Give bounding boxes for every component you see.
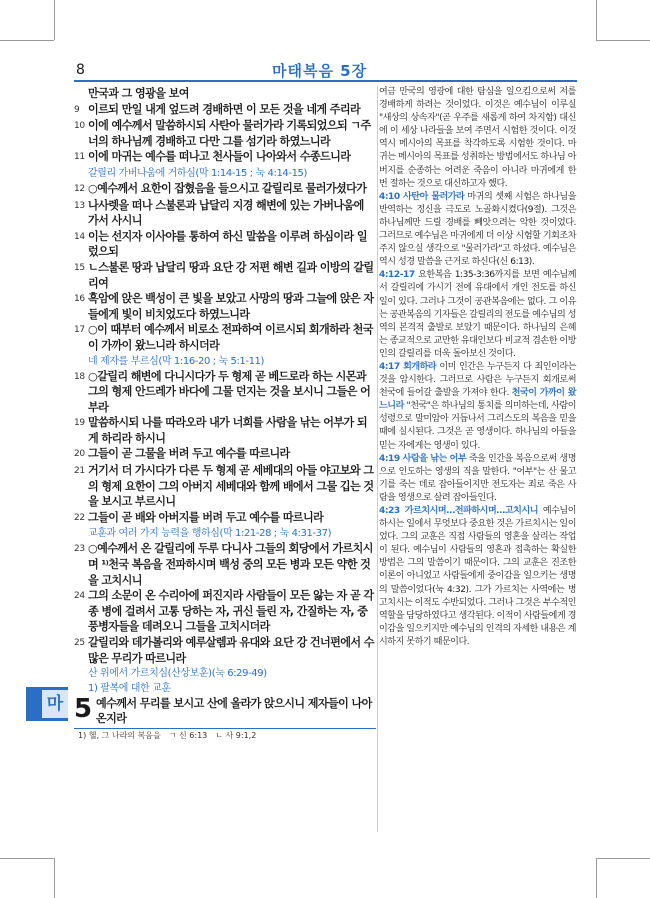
verse [74,322,376,353]
section-heading [74,526,376,541]
section-heading [74,166,376,181]
verse-number: 11 [74,152,85,163]
verse [74,446,376,463]
verse-number: 24 [74,591,85,602]
section-heading [74,666,376,681]
section-title: 네 제자를 부르심 [88,355,159,367]
note-reference: 4:10 사탄아 물러가라 [379,191,465,202]
page-number: 8 [76,62,85,78]
verse-text: 이에 예수께서 말씀하시되 사탄아 물러가라 기록되었으되 ㄱ주 너의 하나님께 경배하고 다만 그를 섬기라 하였느니라 [88,119,371,148]
verse [74,463,376,510]
verse-text: 그들이 곧 배와 아버지를 버려 두고 예수를 따르니라 [88,510,324,524]
crop-mark [54,0,55,40]
crop-mark [596,858,597,898]
section-title: 교훈과 여러 가지 능력을 행하심 [88,528,220,540]
chapter-number: 5 [74,694,92,725]
verse [74,635,376,666]
note-text: 요한복음 1:35-3:36까지를 보면 예수님께서 갈릴리에 가시기 전에 유대에서 개인 전도를 하신 일이 있다. 그러나 그것이 공관복음에는 없다. 그 이유는 공관복음의 기자들은 갈릴리의 전도를 예수님의 성역의 본격적 출발로 보았기 때문이다. 하나님의 은혜는 종교적으로 교만한 유대인보다 비교적 겸손한 이방인의 갈릴리를 더욱 돌아보신 것이다. [379,270,576,359]
verse [74,181,376,198]
verse-number: 13 [74,200,85,211]
crop-mark [0,858,54,859]
verse [74,541,376,588]
verse [74,369,376,416]
verse [74,118,376,149]
verse [74,415,376,446]
verse-text: 그들이 곧 그물을 버려 두고 예수를 따르니라 [88,447,290,461]
verse-text: ○예수께서 온 갈릴리에 두루 다니사 그들의 회당에서 가르치시며 ¹⁾천국 복음을 전파하시며 백성 중의 모든 병과 모든 약한 것을 고치시니 [88,542,373,587]
verse-text: 흑암에 앉은 백성이 큰 빛을 보았고 사망의 땅과 그늘에 앉은 자들에게 빛이 비치었도다 하였느니라 [88,292,374,321]
verse-number: 14 [74,231,85,242]
verse [74,229,376,260]
section-title: 산 위에서 가르치심(산상보훈) [88,668,212,680]
commentary-note [379,191,576,270]
crop-mark [596,858,650,859]
footnote: 1) 헬, 그 나라의 복음을 ㄱ 신 6:13 ㄴ 사 9:1,2 [78,731,257,741]
note-text: "천국"은 하나님의 통치를 의미하는데, 사람이 성령으로 말미암아 거듭나서 그리스도의 복음을 믿을 때에 실시된다. 그것은 곧 영생이다. 하나님의 아들을 믿는 자에게는 영생이 있다. [379,401,576,451]
verse-number: 25 [74,638,85,648]
verse [74,510,376,527]
note-reference: 4:19 사람을 낚는 어부 [379,453,467,464]
scripture-column [74,86,376,743]
verse-text: ○예수께서 요한이 잡혔음을 들으시고 갈릴리로 물러가셨다가 [88,181,367,195]
verse-number: 19 [74,418,85,429]
verse-text: 갈릴리와 데가볼리와 예루살렘과 유대와 요단 강 건너편에서 수많은 무리가 따르니라 [88,636,374,665]
crop-mark [0,40,54,41]
verse [74,198,376,229]
verse-number: 22 [74,512,85,523]
crop-mark [596,0,597,40]
note-reference: 4:17 회개하라 [379,361,437,372]
section-reference: (눅 6:29-49) [211,668,267,680]
verse-number: 17 [74,325,85,336]
verse-text: ㄴ스불론 땅과 납달리 땅과 요단 강 저편 해변 길과 이방의 갈릴리여 [88,260,374,290]
commentary-note [379,505,576,649]
verse-number: 23 [74,544,85,555]
verse [74,260,376,291]
verse-number: 20 [74,449,85,460]
verse-text: 거기서 더 가시다가 다른 두 형제 곧 세베대의 아들 야고보와 그의 형제 요한이 그의 아버지 세베대와 함께 배에서 그물 깁는 것을 보시고 부르시니 [88,464,374,509]
note-text: 이미 인간은 누구든지 다 죄인이라는 것을 암시한다. 그러므로 사람은 누구든지 회개로써 천국에 들어갈 출발을 가져야 한다. [379,361,577,399]
note-reference: 4:23 가르치시며…전파하시며…고치시니 [379,506,539,516]
verse [74,86,376,102]
column-divider [377,86,378,832]
section-reference: (막 1:21-28 ; 눅 4:31-37) [219,528,332,540]
verse-text: 그의 소문이 온 수리아에 퍼진지라 사람들이 모든 앓는 자 곧 각종 병에 걸려서 고통 당하는 자, 귀신 들린 자, 간질하는 자, 중풍병자들을 데려오니 그들을 고치시더라 [88,589,374,634]
verse-number: 18 [74,371,85,382]
verse-text: 말씀하시되 나를 따라오라 내가 너희를 사람을 낚는 어부가 되게 하리라 하시니 [88,416,368,445]
note-highlight: 천국이 가까이 왔느니라 [379,388,576,412]
verse [74,102,376,119]
crop-mark [54,858,55,898]
verse-number: 9 [74,104,80,115]
commentary-note [379,453,576,505]
section-subtitle: 1) 팔복에 대한 교훈 [88,683,171,695]
verse-text: ○이 때부터 예수께서 비로소 전파하여 이르시되 회개하라 천국이 가까이 왔느니라 하시더라 [88,323,373,352]
note-reference: 4:12-17 [379,270,415,281]
verse [74,291,376,322]
commentary-note [379,361,576,453]
note-text: 죽을 인간을 복음으로써 생명으로 인도하는 영생의 직을 말한다. "어부"는 산 물고기를 죽는 데로 잡아들이지만 전도자는 죄로 죽은 사람을 영생으로 살려 잡아들인다. [379,453,576,503]
verse-text: 이르되 만일 내게 엎드려 경배하면 이 모든 것을 네게 주리라 [88,102,361,116]
verse-number [74,86,88,102]
verse-text: 예수께서 무리를 보시고 산에 올라가 앉으시니 제자들이 나아온지라 [96,697,372,726]
verse-text: 이는 선지자 이사야를 통하여 하신 말씀을 이루려 하심이라 일렀으되 [88,229,368,259]
commentary-column [379,86,576,649]
verse-number: 16 [74,294,85,305]
verse-text: ○갈릴리 해변에 다니시다가 두 형제 곧 베드로라 하는 시몬과 그의 형제 안드레가 바다에 그물 던지는 것을 보시니 그들은 어부라 [88,369,371,414]
chapter-opening-verse [74,696,376,726]
note-text: 마귀의 셋째 시험은 하나님을 반역하는 정신을 극도로 노골화시켰다(9절). 그것은 하나님께만 드릴 경배를 빼앗으려는 악한 것이었다. 그러므로 예수님은 마귀에게 더 이상 시험할 기회조차 주지 않으실 생각으로 "물러가라"고 하셨다. 예수님은 역시 성경 말씀을 근거로 하신다(신 6:13). [379,191,576,268]
commentary-note [379,269,576,361]
verse-number: 21 [74,466,85,477]
section-title: 갈릴리 가버나움에 거하심 [88,167,196,179]
chapter-title: 마태복음 5장 [272,62,368,80]
verse-group-intro [74,86,376,166]
verse-text: 이에 마귀는 예수를 떠나고 천사들이 나아와서 수종드니라 [88,150,351,164]
verse-number: 12 [74,183,85,194]
crop-mark [596,40,650,41]
verse [74,149,376,166]
section-reference: (막 1:14-15 ; 눅 4:14-15) [195,167,308,179]
verse-text: 만국과 그 영광을 보여 [88,87,189,100]
verse-number: 10 [74,121,85,132]
book-tab-label: 마 [42,690,68,718]
verse-number: 15 [74,262,85,273]
commentary-intro: 여금 만국의 영광에 대한 탐심을 일으킴으로써 저를 경배하게 하려는 것이었다. 이것은 예수님이 이루실 "새상의 상속자"(곧 우주를 새롭게 하여 차지함) 대신에 이 세상 나라들을 보여 주면서 시험한 것이다. 이것 역시 메시아의 목표를 착각하도록 시험한 것이다. 마귀는 메시아의 목표를 성취하는 방법에서도 하나님 아버지를 순종하는 어려운 죽음이 아니라 마귀에게 한 번 절하는 것으로 대신하고자 했다. [379,87,576,189]
book-tab [26,687,68,721]
section-reference: (막 1:16-20 ; 눅 5:1-11) [158,355,265,367]
section-heading [74,354,376,369]
note-text: 예수님이 하시는 일에서 무엇보다 중요한 것은 가르치시는 일이었다. 그의 교훈은 직접 사람들의 영혼을 살리는 작업이 된다. 예수님이 사람들의 영혼과 접촉하는 확실한 방법은 그의 말씀이기 때문이다. 그의 교훈은 진조한 이론이 아니었고 사람들에게 중이감을 일으키는 생명의 말씀이었다(눅 4:32). 그가 가르치는 사역에는 병 고치시는 이적도 수반되었다. 그러나 그것은 부수적인 역할을 담당하였다고 생각된다. 이적이 사람들에게 경이감을 일으키지만 예수님의 인격의 자세한 내용은 계시하지 못하기 때문이다. [379,506,576,647]
header-rule [74,80,577,82]
verse-text: 나사렛을 떠나 스불론과 납달리 지경 해변에 있는 가버나움에 가서 사시니 [88,198,364,228]
verse [74,588,376,635]
